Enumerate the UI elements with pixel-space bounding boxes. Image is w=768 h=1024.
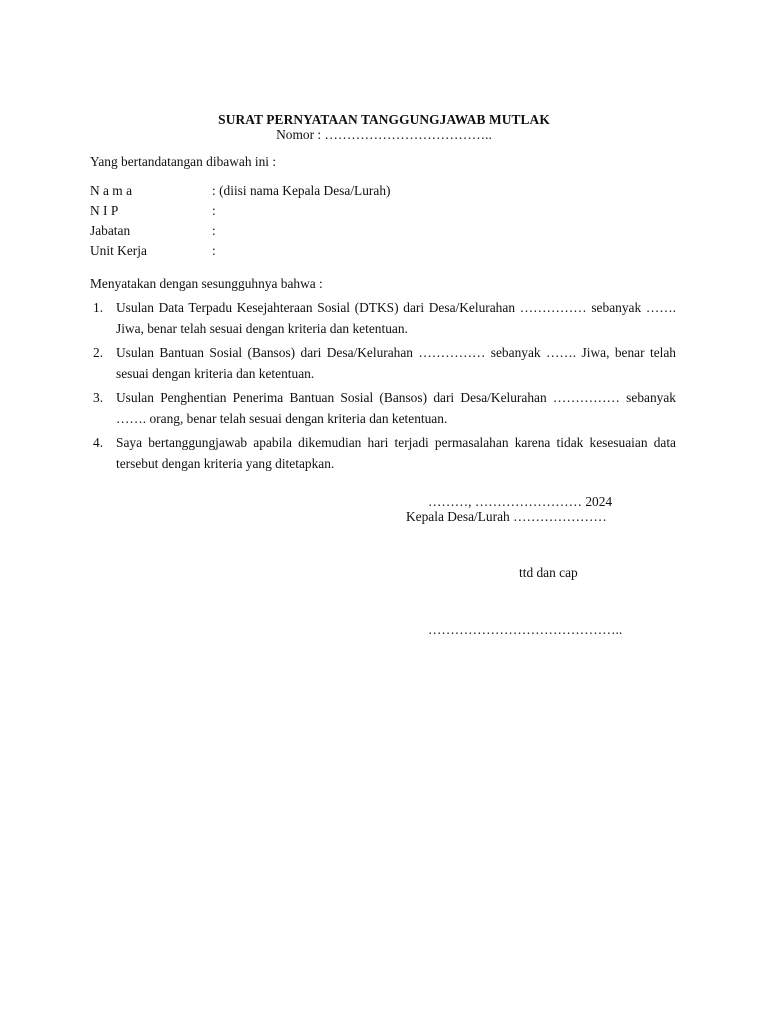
list-item-number: 4. (93, 435, 104, 450)
document-number: Nomor : ……………………………….. (276, 127, 492, 142)
list-item-number: 3. (93, 390, 104, 405)
list-item-text: Usulan Penghentian Penerima Bantuan Sosial (Bansos) dari Desa/Kelurahan …………… sebanyak ……. orang, benar telah sesuai dengan kriteria dan ketentuan. (116, 390, 676, 426)
list-item-number: 2. (93, 345, 104, 360)
identity-label: Jabatan (90, 223, 131, 238)
signature-position: Kepala Desa/Lurah ………………… (406, 509, 607, 524)
document-title: SURAT PERNYATAAN TANGGUNGJAWAB MUTLAK (218, 112, 550, 127)
list-item (90, 432, 676, 474)
list-item (90, 342, 676, 384)
list-item-number: 1. (93, 300, 104, 315)
identity-row-nip (90, 203, 690, 223)
list-item-text: Usulan Data Terpadu Kesejahteraan Sosial (DTKS) dari Desa/Kelurahan …………… sebanyak ……. Jiwa, benar telah sesuai dengan kriteria dan ketentuan. (116, 300, 676, 336)
identity-label: N I P (90, 203, 119, 218)
intro-text: Yang bertandatangan dibawah ini : (90, 154, 277, 169)
identity-value: : (diisi nama Kepala Desa/Lurah) (212, 183, 391, 198)
identity-label: N a m a (90, 183, 133, 198)
list-item (90, 387, 676, 429)
identity-row-name (90, 183, 690, 203)
identity-row-unit-kerja (90, 243, 690, 263)
statement-list (90, 297, 676, 477)
signature-name-line: …………………………………….. (428, 622, 623, 637)
list-item-text: Saya bertanggungjawab apabila dikemudian hari terjadi permasalahan karena tidak kesesuaian data tersebut dengan kriteria yang ditetapkan. (116, 435, 676, 471)
identity-value: : (212, 203, 216, 218)
signature-stamp-note: ttd dan cap (519, 565, 578, 580)
identity-value: : (212, 243, 216, 258)
declaration-text: Menyatakan dengan sesungguhnya bahwa : (90, 276, 323, 291)
signature-place-date: ………, …………………… 2024 (428, 494, 613, 509)
identity-label: Unit Kerja (90, 243, 147, 258)
identity-row-jabatan (90, 223, 690, 243)
list-item-text: Usulan Bantuan Sosial (Bansos) dari Desa/Kelurahan …………… sebanyak ……. Jiwa, benar telah sesuai dengan kriteria dan ketentuan. (116, 345, 676, 381)
identity-value: : (212, 223, 216, 238)
list-item (90, 297, 676, 339)
